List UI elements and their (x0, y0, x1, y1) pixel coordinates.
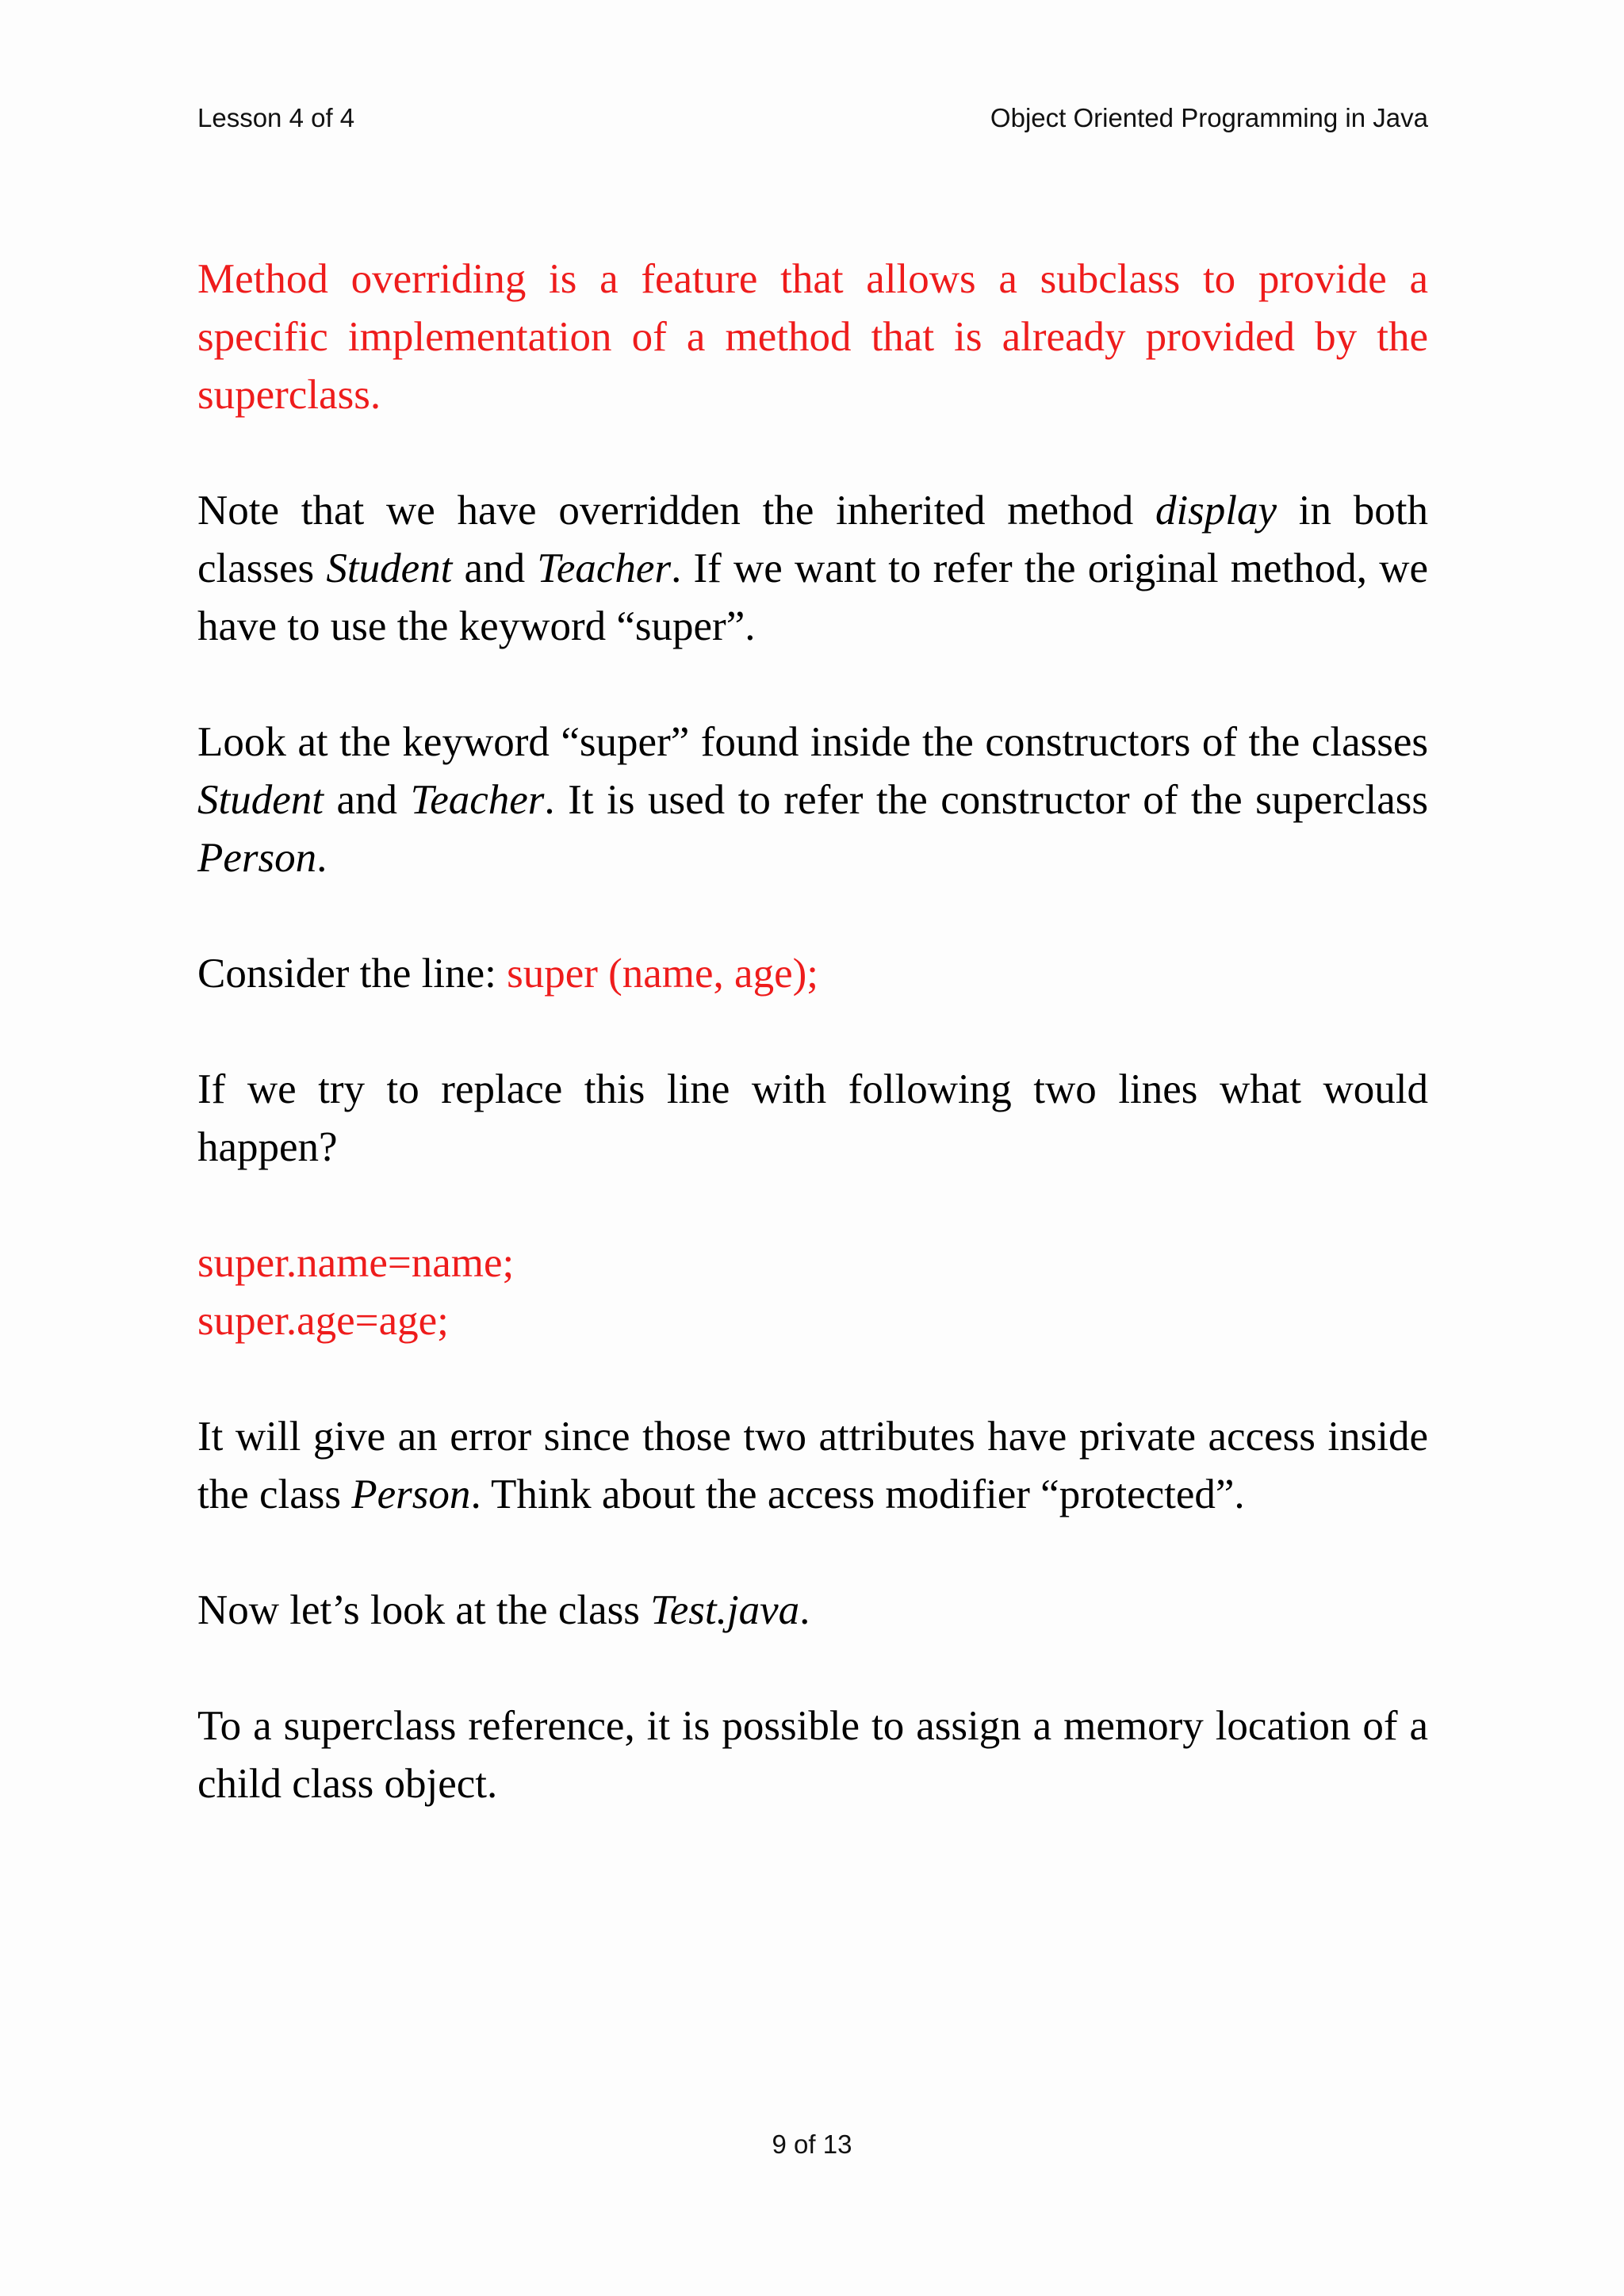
text-span: Look at the keyword “super” found inside the constructors of the classes (197, 719, 1428, 765)
text-span: and (452, 545, 538, 591)
italic-term: Person (351, 1471, 471, 1517)
code-line: super.name=name; (197, 1240, 515, 1286)
code-line: super.age=age; (197, 1298, 449, 1344)
text-span: . If we want to refer the original method, we have to use the keyword “super”. (197, 545, 1428, 649)
italic-term: Student (326, 545, 453, 591)
page-header (197, 98, 1428, 138)
paragraph-definition: Method overriding is a feature that allows a subclass to provide a specific implementation of a method that is already provided by the superclass. (197, 256, 1428, 418)
paragraph-superclass-reference: To a superclass reference, it is possible to assign a memory location of a child class object. (197, 1703, 1428, 1807)
text-span: Consider the line: (197, 951, 508, 997)
paragraph-override-note (197, 482, 1428, 656)
header-course-title: Object Oriented Programming in Java (990, 103, 1428, 132)
text-span: Now let’s look at the class (197, 1587, 651, 1633)
paragraph-test-class (197, 1582, 1428, 1640)
text-span: in both classes (197, 488, 1428, 591)
paragraph-super-constructor (197, 714, 1428, 887)
header-lesson: Lesson 4 of 4 (197, 103, 355, 132)
italic-term: Teacher (537, 545, 672, 591)
page-body (197, 251, 1428, 1871)
text-span: . Think about the access modifier “protected”. (470, 1471, 1245, 1517)
text-span: . (316, 835, 327, 881)
text-span: Note that we have overridden the inherited method (197, 488, 1155, 534)
paragraph-replace-question: If we try to replace this line with following two lines what would happen? (197, 1066, 1428, 1170)
text-span: . (799, 1587, 810, 1633)
paragraph-consider-line (197, 945, 1428, 1003)
code-block (197, 1234, 1428, 1350)
text-span: . It is used to refer the constructor of the superclass (544, 777, 1428, 823)
italic-term: Test.java (650, 1587, 800, 1633)
text-span: and (323, 777, 411, 823)
italic-term: Student (197, 777, 324, 823)
text-span: It will give an error since those two attributes have private access inside the class (197, 1414, 1428, 1517)
code-snippet-super-call: super (name, age); (507, 951, 818, 997)
page-number: 9 of 13 (772, 2130, 852, 2159)
italic-term: Teacher (410, 777, 545, 823)
italic-term: display (1155, 488, 1277, 534)
italic-term: Person (197, 835, 317, 881)
paragraph-error-explanation (197, 1408, 1428, 1524)
